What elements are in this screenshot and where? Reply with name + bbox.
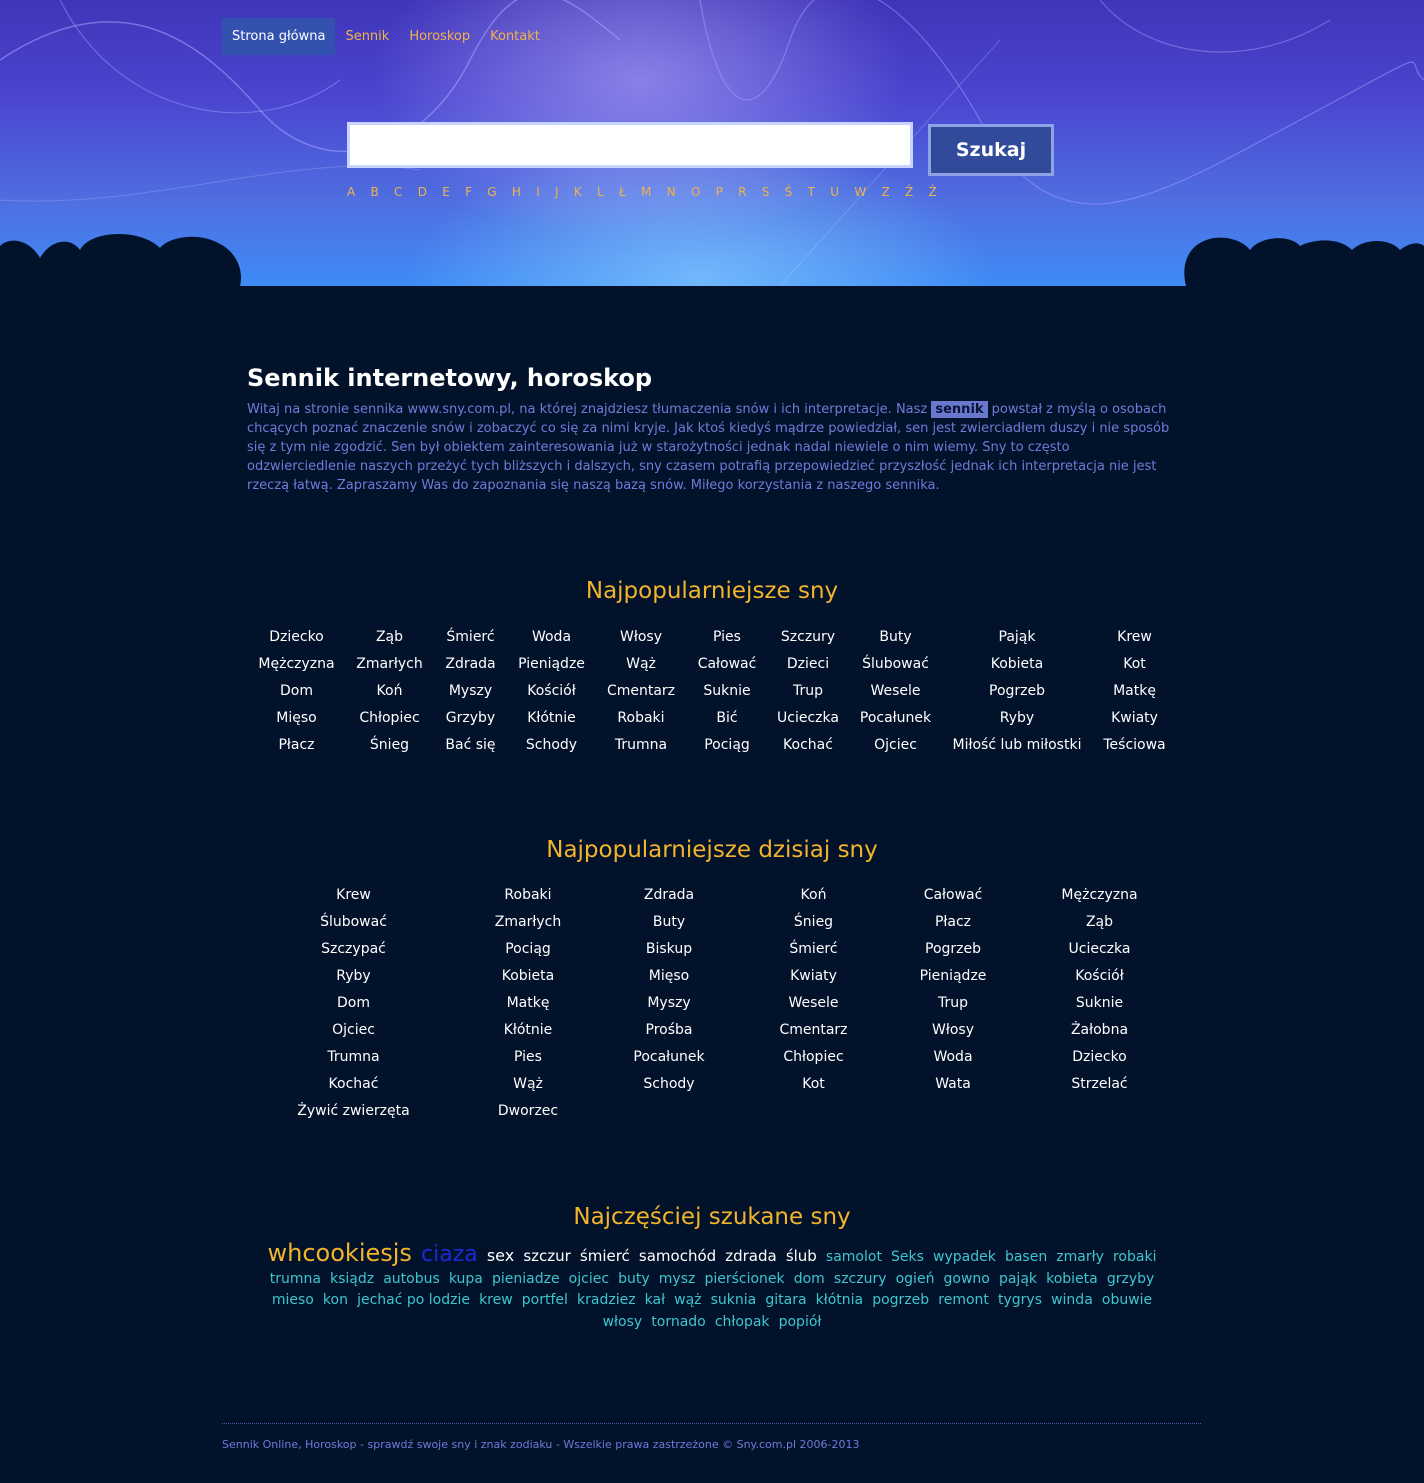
dream-link[interactable]: Pieniądze <box>919 968 987 984</box>
dream-link[interactable]: Buty <box>652 914 686 930</box>
search-input[interactable] <box>347 122 913 168</box>
alphabet-letter-link[interactable]: O <box>690 185 701 199</box>
alphabet-letter-link[interactable]: M <box>641 185 652 199</box>
dream-link[interactable]: Ojciec <box>332 1022 375 1038</box>
dream-link[interactable]: Kobieta <box>501 968 555 984</box>
dream-link[interactable]: Koń <box>800 887 827 903</box>
dream-link[interactable]: Wesele <box>870 683 921 699</box>
dream-link[interactable]: Dworzec <box>497 1103 559 1119</box>
dream-link[interactable]: Suknie <box>703 683 751 699</box>
search-tag-link[interactable]: tornado <box>651 1313 706 1330</box>
dream-link[interactable]: Biskup <box>645 941 693 957</box>
dream-link[interactable]: Szczypać <box>321 941 386 957</box>
dream-link[interactable]: Schody <box>643 1076 695 1092</box>
search-tag-link[interactable]: popiół <box>778 1313 822 1330</box>
tag-cloud <box>247 1239 1177 1332</box>
intro-text-end: powstał z myślą o osobach chcących poznać znaczenie snów i zobaczyć co się za nimi kryje. Jak ktoś kiedyś mądrze powiedział, sen jest zwierciadłem duszy i nie sposób się z tym nie zgodzić. Sen był obiektem zainteresowania już w starożytności jednak nadal niewiele o nim wiemy. Sny to często odzwierciedlenie naszych przeżyć tych bliższych i dalszych, sny czasem potrafią przepowiedzieć przyszłość jednak ich interpretacja nie jest rzeczą łatwą. Zapraszamy Was do zapoznania się naszą bazą snów. Miłego korzystania z naszego sennika. <box>247 402 1170 493</box>
search-tag-link[interactable]: kłótnia <box>815 1292 864 1308</box>
dream-link[interactable]: Pociąg <box>505 941 551 957</box>
dream-link[interactable]: Ojciec <box>874 737 917 753</box>
alphabet-index <box>347 185 937 199</box>
alphabet-letter-link[interactable]: U <box>830 185 840 199</box>
search-tag-link[interactable]: zmarły <box>1056 1249 1104 1265</box>
footer-text: Sennik Online, Horoskop - sprawdź swoje sny i znak zodiaku - Wszelkie prawa zastrzeżone © Sny.com.pl 2006-2013 <box>222 1438 860 1451</box>
search-tag-link[interactable]: ogień <box>895 1270 935 1287</box>
intro-text <box>247 400 1177 495</box>
search-tag-link[interactable]: tygrys <box>998 1292 1042 1308</box>
dream-link[interactable]: Prośba <box>645 1022 693 1038</box>
dream-link[interactable]: Kochać <box>783 737 833 753</box>
search-tag-link[interactable]: basen <box>1004 1249 1048 1265</box>
search-tag-link[interactable]: remont <box>938 1292 989 1308</box>
search-tag-link[interactable]: wąż <box>674 1292 702 1308</box>
alphabet-letter-link[interactable]: C <box>394 185 403 199</box>
search-tag-link[interactable]: kobieta <box>1046 1270 1098 1287</box>
alphabet-letter-link[interactable]: G <box>487 185 497 199</box>
dream-link[interactable]: Pocałunek <box>633 1049 705 1065</box>
alphabet-letter-link[interactable]: H <box>511 185 521 199</box>
search-tag-link[interactable]: samochód <box>638 1247 717 1265</box>
dream-link[interactable]: Robaki <box>617 710 665 726</box>
dream-link[interactable]: Mięso <box>648 968 690 984</box>
search-tag-link[interactable]: mieso <box>271 1292 314 1308</box>
search-tag-link[interactable]: grzyby <box>1106 1270 1155 1287</box>
search-tag-link[interactable]: wypadek <box>933 1249 996 1265</box>
popular-dreams-heading: Najpopularniejsze sny <box>585 578 839 604</box>
alphabet-letter-link[interactable]: E <box>442 185 450 199</box>
dream-link[interactable]: Kościół <box>1075 968 1124 984</box>
dream-link[interactable]: Robaki <box>504 887 552 903</box>
search-tag-link[interactable]: trumna <box>269 1270 321 1287</box>
dream-link[interactable]: Kot <box>1123 656 1146 672</box>
dream-link[interactable]: Cmentarz <box>606 683 676 699</box>
dream-link[interactable]: Kobieta <box>990 656 1044 672</box>
dream-link[interactable]: Ryby <box>999 710 1035 726</box>
dream-link[interactable]: Buty <box>879 629 912 645</box>
nav-item-strona-główna[interactable]: Strona główna <box>222 18 335 55</box>
search-tag-link[interactable]: pierścionek <box>704 1270 785 1287</box>
alphabet-letter-link[interactable]: T <box>807 185 815 199</box>
search-tag-link[interactable]: ojciec <box>568 1270 610 1287</box>
search-tag-link[interactable]: mysz <box>658 1270 696 1287</box>
page-title: Sennik internetowy, horoskop <box>247 364 653 392</box>
search-tag-link[interactable]: włosy <box>602 1313 643 1330</box>
search-tag-link[interactable]: suknia <box>710 1292 757 1308</box>
search-tag-link[interactable]: portfel <box>521 1292 568 1308</box>
dream-link[interactable]: Ucieczka <box>1068 941 1131 957</box>
today-popular-dreams-grid <box>280 885 1185 1128</box>
alphabet-letter-link[interactable]: Ź <box>904 185 914 199</box>
dream-link[interactable]: Płacz <box>278 737 315 753</box>
dream-link[interactable]: Bać się <box>445 737 496 753</box>
search-tag-link[interactable]: pieniadze <box>491 1270 560 1287</box>
search-tag-link[interactable]: dom <box>793 1270 825 1287</box>
alphabet-letter-link[interactable]: D <box>417 185 427 199</box>
search-tag-link[interactable]: kupa <box>448 1270 483 1287</box>
dream-link[interactable]: Pies <box>514 1049 542 1065</box>
dream-link[interactable]: Śmierć <box>446 629 495 645</box>
dream-link[interactable]: Wesele <box>788 995 839 1011</box>
dream-link[interactable]: Włosy <box>620 629 662 645</box>
dream-link[interactable]: Trumna <box>614 737 668 753</box>
sennik-highlight-link[interactable]: sennik <box>931 401 987 418</box>
search-tag-link[interactable]: whcookiesjs <box>267 1239 412 1267</box>
dream-link[interactable]: Żałobna <box>1070 1022 1129 1038</box>
dream-link[interactable]: Dziecko <box>1072 1049 1127 1065</box>
dream-link[interactable]: Ślubować <box>320 914 387 930</box>
dream-link[interactable]: Zdrada <box>445 656 496 672</box>
alphabet-letter-link[interactable]: W <box>854 185 867 199</box>
footer-divider <box>222 1423 1201 1424</box>
dream-link[interactable]: Pogrzeb <box>925 941 981 957</box>
search-tag-link[interactable]: Seks <box>891 1249 924 1265</box>
dream-link[interactable]: Bić <box>716 710 738 726</box>
today-popular-dreams-heading: Najpopularniejsze dzisiaj sny <box>546 837 878 863</box>
dream-link[interactable]: Kościół <box>527 683 576 699</box>
dream-link[interactable]: Śnieg <box>793 914 834 930</box>
dream-link[interactable]: Mięso <box>276 710 317 726</box>
dream-link[interactable]: Całować <box>923 887 983 903</box>
search-tag-link[interactable]: robaki <box>1112 1249 1157 1265</box>
search-tag-link[interactable]: samolot <box>825 1249 882 1265</box>
alphabet-letter-link[interactable]: F <box>465 185 472 199</box>
dream-link[interactable]: Mężczyzna <box>258 656 335 672</box>
dream-link[interactable]: Koń <box>376 683 403 699</box>
dream-link[interactable]: Matkę <box>506 995 550 1011</box>
alphabet-letter-link[interactable]: N <box>666 185 676 199</box>
dream-link[interactable]: Pociąg <box>704 737 750 753</box>
dream-link[interactable]: Ślubować <box>862 656 929 672</box>
dream-link[interactable]: Myszy <box>647 995 691 1011</box>
dream-link[interactable]: Zdrada <box>643 887 695 903</box>
dream-link[interactable]: Żywić zwierzęta <box>297 1103 410 1119</box>
search-button[interactable]: Szukaj <box>928 124 1054 176</box>
dream-link[interactable]: Zmarłych <box>356 656 423 672</box>
dream-link[interactable]: Miłość lub miłostki <box>952 737 1082 753</box>
dream-link[interactable]: Dom <box>280 683 313 699</box>
dream-link[interactable]: Kłótnie <box>527 710 576 726</box>
popular-dreams-grid <box>247 627 1177 762</box>
dream-link[interactable]: Mężczyzna <box>1061 887 1138 903</box>
search-tag-link[interactable]: chłopak <box>714 1313 770 1330</box>
dream-link[interactable]: Pieniądze <box>518 656 585 672</box>
search-tag-link[interactable]: buty <box>618 1270 650 1287</box>
dream-link[interactable]: Szczury <box>780 629 836 645</box>
alphabet-letter-link[interactable]: P <box>715 185 723 199</box>
dream-link[interactable]: Kochać <box>328 1076 379 1092</box>
dream-link[interactable]: Ząb <box>375 629 404 645</box>
intro-section <box>247 362 1177 495</box>
search-tag-link[interactable]: pająk <box>998 1270 1038 1287</box>
search-tag-link[interactable]: szczury <box>833 1270 887 1287</box>
search-tag-link[interactable]: kradziez <box>577 1292 636 1308</box>
search-tag-link[interactable]: gowno <box>943 1270 990 1287</box>
dream-link[interactable]: Pocałunek <box>859 710 932 726</box>
dream-link[interactable]: Krew <box>336 887 371 903</box>
dream-link[interactable]: Myszy <box>448 683 493 699</box>
dream-link[interactable]: Dom <box>337 995 370 1011</box>
search-tag-link[interactable]: autobus <box>383 1270 440 1287</box>
dream-link[interactable]: Pogrzeb <box>989 683 1045 699</box>
dream-link[interactable]: Pies <box>713 629 741 645</box>
dream-link[interactable]: Pająk <box>998 629 1036 645</box>
dream-link[interactable]: Chłopiec <box>783 1049 844 1065</box>
search-tag-link[interactable]: ślub <box>785 1247 817 1265</box>
alphabet-letter-link[interactable]: I <box>536 185 540 199</box>
dream-link[interactable]: Trumna <box>327 1049 380 1065</box>
alphabet-letter-link[interactable]: Z <box>881 185 890 199</box>
dream-link[interactable]: Wąż <box>513 1076 543 1092</box>
dream-link[interactable]: Dzieci <box>786 656 830 672</box>
dream-link[interactable]: Całować <box>697 656 757 672</box>
dream-link[interactable]: Teściowa <box>1103 737 1166 753</box>
dream-link[interactable]: Krew <box>1117 629 1152 645</box>
alphabet-letter-link[interactable]: Ż <box>928 185 937 199</box>
dream-link[interactable]: Trup <box>937 995 968 1011</box>
search-tag-link[interactable]: kon <box>322 1292 348 1308</box>
dream-link[interactable]: Matkę <box>1113 683 1156 699</box>
dream-link[interactable]: Zmarłych <box>494 914 562 930</box>
dream-link[interactable]: Woda <box>531 629 572 645</box>
alphabet-letter-link[interactable]: S <box>761 185 770 199</box>
dream-link[interactable]: Cmentarz <box>779 1022 848 1038</box>
alphabet-letter-link[interactable]: J <box>555 185 559 199</box>
alphabet-letter-link[interactable]: Ł <box>618 185 626 199</box>
dream-link[interactable]: Dziecko <box>269 629 324 645</box>
alphabet-letter-link[interactable]: Ś <box>784 185 793 199</box>
main-nav <box>222 18 550 55</box>
search-tag-link[interactable]: gitara <box>765 1292 807 1308</box>
alphabet-letter-link[interactable]: K <box>573 185 582 199</box>
dream-link[interactable]: Schody <box>525 737 578 753</box>
dream-link[interactable]: Wąż <box>626 656 656 672</box>
dream-link[interactable]: Kot <box>802 1076 825 1092</box>
search-tag-link[interactable]: jechać po lodzie <box>357 1292 470 1308</box>
dream-link[interactable]: Śmierć <box>789 941 838 957</box>
dream-link[interactable]: Wata <box>935 1076 971 1092</box>
dream-link[interactable]: Suknie <box>1075 995 1124 1011</box>
dream-link[interactable]: Płacz <box>934 914 972 930</box>
dream-link[interactable]: Kłótnie <box>503 1022 553 1038</box>
dream-link[interactable]: Chłopiec <box>359 710 420 726</box>
search-tag-link[interactable]: kał <box>644 1292 666 1308</box>
search-tag-link[interactable]: krew <box>479 1292 513 1308</box>
search-tag-link[interactable]: śmierć <box>579 1247 630 1265</box>
dream-link[interactable]: Kwiaty <box>790 968 837 984</box>
header-banner <box>0 0 1424 286</box>
alphabet-letter-link[interactable]: A <box>347 185 356 199</box>
nav-item-sennik[interactable]: Sennik <box>345 29 390 44</box>
alphabet-letter-link[interactable]: B <box>370 185 379 199</box>
dream-link[interactable]: Trup <box>792 683 823 699</box>
nav-item-horoskop[interactable]: Horoskop <box>409 29 471 44</box>
search-tag-link[interactable]: pogrzeb <box>872 1292 930 1308</box>
dream-link[interactable]: Woda <box>933 1049 973 1065</box>
dream-link[interactable]: Strzelać <box>1071 1076 1128 1092</box>
dream-link[interactable]: Ząb <box>1085 914 1114 930</box>
dream-link[interactable]: Ryby <box>336 968 371 984</box>
search-tag-link[interactable]: winda <box>1051 1292 1093 1308</box>
search-tag-link[interactable]: ksiądz <box>330 1270 375 1287</box>
dream-link[interactable]: Ucieczka <box>777 710 839 726</box>
alphabet-letter-link[interactable]: L <box>597 185 604 199</box>
search-tag-link[interactable]: obuwie <box>1101 1292 1153 1308</box>
intro-text-start: Witaj na stronie sennika www.sny.com.pl, na której znajdziesz tłumaczenia snów i ich interpretacje. Nasz <box>247 402 932 417</box>
dream-link[interactable]: Grzyby <box>445 710 496 726</box>
dream-link[interactable]: Śnieg <box>369 737 410 753</box>
search-tag-link[interactable]: zdrada <box>725 1247 777 1265</box>
alphabet-letter-link[interactable]: R <box>738 185 747 199</box>
dream-link[interactable]: Kwiaty <box>1111 710 1158 726</box>
nav-item-kontakt[interactable]: Kontakt <box>490 29 540 44</box>
dream-link[interactable]: Włosy <box>932 1022 974 1038</box>
most-searched-heading: Najczęściej szukane sny <box>573 1204 851 1230</box>
search-tag-link[interactable]: szczur <box>523 1247 571 1265</box>
search-tag-link[interactable]: sex <box>486 1246 515 1265</box>
search-tag-link[interactable]: ciaza <box>421 1242 478 1267</box>
